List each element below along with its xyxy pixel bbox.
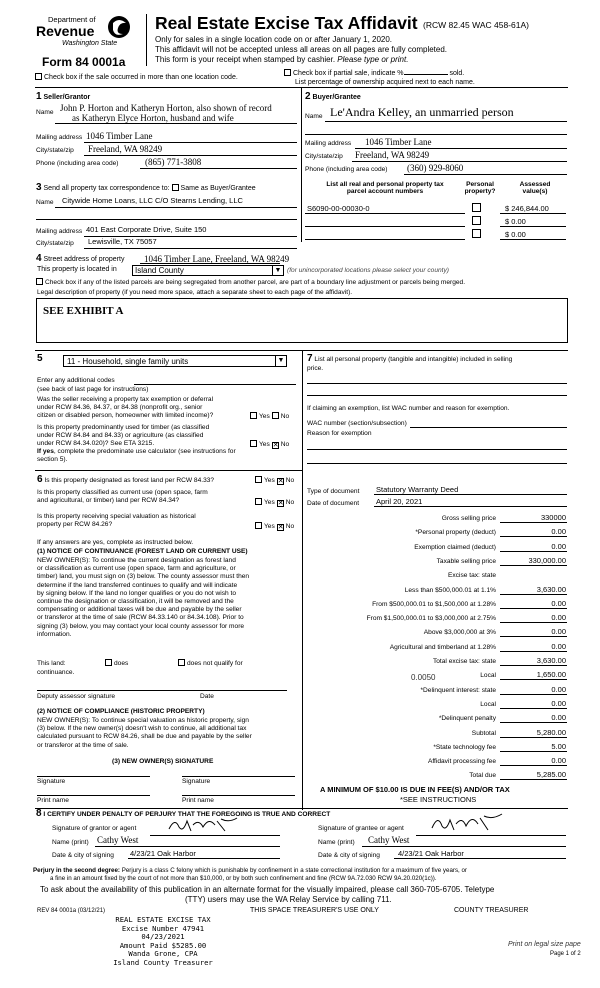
segregated-check[interactable]: Check box if any of the listed parcels are being segregated from another parcel, are part of a boundary line adjustment or parcels being merged. xyxy=(36,278,465,286)
s6-q1-no-checkbox[interactable] xyxy=(277,478,284,485)
sale-row-underline xyxy=(500,694,567,695)
grantee-name[interactable]: Cathy West xyxy=(368,835,410,845)
partial-note: List percentage of ownership acquired next to each name. xyxy=(295,79,475,86)
s6-q3: Is this property receiving special valuation as historical property per RCW 84.26? xyxy=(37,513,196,528)
sale-row-label: From $1,500,000.01 to $3,000,000 at 2.75% xyxy=(366,615,496,623)
sale-row-underline xyxy=(500,722,567,723)
sale-row-value[interactable]: 1,650.00 xyxy=(536,670,566,680)
county-note: (for unincorporated locations please select your county) xyxy=(287,267,450,274)
sale-row-underline xyxy=(500,779,567,780)
q2-yes-checkbox[interactable] xyxy=(250,440,257,447)
buyer-heading: 2 Buyer/Grantee xyxy=(305,91,361,102)
grantee-date[interactable]: 4/23/21 Oak Harbor xyxy=(398,849,464,858)
sale-row-underline xyxy=(500,679,567,680)
grantor-name[interactable]: Cathy West xyxy=(97,835,139,845)
grantor-name-label: Name (print) xyxy=(52,839,89,846)
sale-row-value[interactable]: 330,000.00 xyxy=(528,555,566,565)
s6-q3-answer[interactable]: Yes✕ No xyxy=(255,522,294,531)
agency-logo xyxy=(34,14,146,54)
header-sub-2: This affidavit will not be accepted unless all areas on all pages are fully completed. xyxy=(155,45,448,54)
additional-codes-note: (see back of last page for instructions) xyxy=(37,386,149,393)
alt-format-1: To ask about the availability of this publication in an alternate format for the visually impaired, please call 360-705-6705. Teletype xyxy=(40,885,495,894)
s6-q3-yes-checkbox[interactable] xyxy=(255,522,262,529)
sale-row-value[interactable]: 0.00 xyxy=(551,684,566,694)
sale-row-label: *Personal property (deduct) xyxy=(415,529,496,537)
form-number: Form 84 0001a xyxy=(42,55,126,69)
seller-mail-label: Mailing address xyxy=(36,134,83,141)
section-7-text: 7 List all personal property (tangible and intangible) included in selling price. xyxy=(307,353,513,372)
use-code-value: 11 - Household, single family units xyxy=(67,357,189,366)
additional-codes-label: Enter any additional codes xyxy=(37,377,115,384)
seller-name-1[interactable]: John P. Horton and Katheryn Horton, also shown of record xyxy=(60,103,272,113)
buyer-city[interactable]: Freeland, WA 98249 xyxy=(355,150,430,160)
header-divider xyxy=(146,14,147,66)
use-code-select[interactable] xyxy=(63,355,287,367)
dept-line-2: Revenue xyxy=(36,23,95,39)
does-check[interactable]: does xyxy=(105,659,128,667)
page-number: Page 1 of 2 xyxy=(550,951,581,957)
seller-mail[interactable]: 1046 Timber Lane xyxy=(86,131,153,141)
sale-row-label: *Delinquent penalty xyxy=(438,715,496,723)
s6-q3-no-checkbox[interactable] xyxy=(277,524,284,531)
sale-row-value[interactable]: 5.00 xyxy=(551,741,566,751)
sale-row-label: Local xyxy=(480,672,496,680)
partial-sale-check[interactable]: Check box if partial sale, indicate % sold. xyxy=(284,69,464,77)
washington-logo-icon xyxy=(106,14,132,40)
seller-name-label: Name xyxy=(36,109,54,116)
exemption-label: If claiming an exemption, list WAC number and reason for exemption. xyxy=(307,405,510,412)
form-title: Real Estate Excise Tax Affidavit xyxy=(155,13,418,33)
sale-row-label: Affidavit processing fee xyxy=(427,758,496,766)
notice-3-heading: (3) NEW OWNER(S) SIGNATURE xyxy=(112,758,214,765)
legal-desc-label: Legal description of property (if you need more space, attach a separate sheet to each page of the affidavit). xyxy=(37,289,353,296)
sale-row-underline xyxy=(500,708,567,709)
sale-row-value[interactable]: 0.00 xyxy=(551,756,566,766)
sale-row-value[interactable]: 0.00 xyxy=(551,641,566,651)
s6-q1-yes-checkbox[interactable] xyxy=(255,476,262,483)
buyer-phone[interactable]: (360) 929-8060 xyxy=(407,163,464,173)
sale-row-label: Agricultural and timberland at 1.28% xyxy=(389,643,496,651)
s6-q2-answer[interactable]: Yes✕ No xyxy=(255,498,294,507)
sale-row-label: Local xyxy=(480,700,496,708)
sale-row-value[interactable]: 0.00 xyxy=(551,613,566,623)
grantor-date-label: Date & city of signing xyxy=(52,852,114,859)
deputy-signature-label: Deputy assessor signature xyxy=(37,693,116,700)
segregated-checkbox[interactable] xyxy=(36,278,43,285)
does-not-check[interactable]: does not qualify for xyxy=(178,659,243,667)
sale-row-underline xyxy=(500,551,567,552)
personal-property-checkbox-2[interactable] xyxy=(472,216,481,225)
sale-row-label: *Delinquent interest: state xyxy=(420,686,496,694)
legal-desc-box[interactable] xyxy=(36,298,568,343)
q1-text: Was the seller receiving a property tax exemption or deferral under RCW 84.36, 84.37, or 84.38 (nonprofit org., senior citizen or disabled person, homeowner with limited income)? xyxy=(37,396,214,419)
s6-q2-yes-checkbox[interactable] xyxy=(255,498,262,505)
corr-mail-label: Mailing address xyxy=(36,228,83,235)
sale-row-value[interactable]: 0.00 xyxy=(551,527,566,537)
this-land-label: This land: xyxy=(37,660,66,667)
dept-line-1: Department of xyxy=(48,15,96,24)
corr-city-label: City/state/zip xyxy=(36,240,74,247)
certify-heading: 8 I CERTIFY UNDER PENALTY OF PERJURY THAT THE FOREGOING IS TRUE AND CORRECT xyxy=(36,808,331,819)
personal-property-checkbox-1[interactable] xyxy=(472,203,481,212)
sale-row-value[interactable]: 0.00 xyxy=(551,713,566,723)
sale-row-label: From $500,000.01 to $1,500,000 at 1.28% xyxy=(372,600,496,608)
buyer-city-label: City/state/zip xyxy=(305,153,343,160)
sale-row-label: Exemption claimed (deduct) xyxy=(414,543,496,551)
doc-date-label: Date of document xyxy=(307,500,360,507)
multi-location-checkbox[interactable] xyxy=(35,73,42,80)
sale-row-underline xyxy=(500,522,567,523)
county-treasurer: COUNTY TREASURER xyxy=(454,907,529,914)
assessed-value-3[interactable]: $ 0.00 xyxy=(505,230,526,239)
does-checkbox[interactable] xyxy=(105,659,112,666)
s6-q1-answer[interactable]: Yes✕ No xyxy=(255,476,294,485)
chevron-down-icon[interactable]: ▼ xyxy=(275,356,286,367)
q2-no-checkbox[interactable] xyxy=(272,442,279,449)
corr-city[interactable]: Lewisville, TX 75057 xyxy=(88,237,157,246)
s6-q2: Is this property classified as current use (open space, farm and agricultural, or timber) land per RCW 84.34? xyxy=(37,489,208,504)
revision: REV 84 0001a (03/12/21) xyxy=(37,908,106,914)
continuance-label: continuance. xyxy=(37,669,75,676)
perjury-notice-2: a fine in an amount fixed by the court of not more than $10,000, or by both such confinement and fine (RCW 9A.72.030 RCW 9A.20.020(1c)). xyxy=(50,875,437,882)
parcel-head-personal: Personal property? xyxy=(464,181,496,195)
sale-row-underline xyxy=(500,608,567,609)
sale-row-underline xyxy=(500,665,567,666)
treasurer-stamp: REAL ESTATE EXCISE TAX Excise Number 47941 04/23/2021 Amount Paid $5285.00 Wanda Grone, CPA Island County Treasurer xyxy=(113,915,213,967)
street-address-row: 4 Street address of property xyxy=(36,253,125,264)
s6-ifany: If any answers are yes, complete as instructed below. xyxy=(37,539,194,546)
see-instructions: *SEE INSTRUCTIONS xyxy=(400,795,477,804)
sale-row-underline xyxy=(500,737,567,738)
seller-heading: 1 Seller/Grantor xyxy=(36,91,91,102)
doc-type[interactable]: Statutory Warranty Deed xyxy=(376,485,459,494)
notice-2-heading: (2) NOTICE OF COMPLIANCE (HISTORIC PROPERTY) xyxy=(37,708,205,715)
q2-answer[interactable]: Yes✕ No xyxy=(250,440,289,449)
seller-city[interactable]: Freeland, WA 98249 xyxy=(88,144,163,154)
sale-row-underline xyxy=(500,565,567,566)
deputy-date-label: Date xyxy=(200,693,214,700)
county-select[interactable] xyxy=(132,265,284,276)
parcel-head-list: List all real and personal property tax parcel account numbers xyxy=(326,181,444,195)
sale-row-value[interactable]: 0.00 xyxy=(551,598,566,608)
personal-property-checkbox-3[interactable] xyxy=(472,229,481,238)
sale-row-value[interactable]: 5,280.00 xyxy=(536,727,566,737)
buyer-mail-label: Mailing address xyxy=(305,140,352,147)
buyer-name-label: Name xyxy=(305,113,323,120)
q1-yes-checkbox[interactable] xyxy=(250,412,257,419)
s6-q2-no-checkbox[interactable] xyxy=(277,500,284,507)
treasurer-use: THIS SPACE TREASURER'S USE ONLY xyxy=(250,907,379,914)
seller-name-2[interactable]: as Katheryn Elyce Horton, husband and wife xyxy=(72,113,234,123)
buyer-name[interactable]: Le'Andra Kelley, an unmarried person xyxy=(330,105,514,119)
sale-row-value[interactable]: 3,630.00 xyxy=(536,584,566,594)
seller-phone[interactable]: (865) 771-3808 xyxy=(145,157,202,167)
sale-row-value[interactable]: 0.00 xyxy=(551,698,566,708)
header-sub-3: This form is your receipt when stamped by cashier. Please type or print. xyxy=(155,55,409,64)
sale-row-underline xyxy=(500,651,567,652)
seller-city-label: City/state/zip xyxy=(36,147,74,154)
doc-date[interactable]: April 20, 2021 xyxy=(376,497,423,506)
corr-name-label: Name xyxy=(36,199,54,206)
does-not-checkbox[interactable] xyxy=(178,659,185,666)
sale-row-label: Excise tax: state xyxy=(447,572,496,580)
local-rate[interactable]: 0.0050 xyxy=(411,673,436,682)
corr-mail[interactable]: 401 East Corporate Drive, Suite 150 xyxy=(86,225,207,234)
sale-row-underline xyxy=(500,622,567,623)
grantee-signature-mark[interactable] xyxy=(428,812,508,834)
corr-name[interactable]: Citywide Home Loans, LLC C/O Stearns Lending, LLC xyxy=(62,196,243,205)
county-select-value: Island County xyxy=(135,266,184,275)
wac-label: WAC number (section/subsection) xyxy=(307,420,407,427)
parcel-number-1[interactable]: S6090-00-00030-0 xyxy=(307,204,370,213)
perjury-notice-1: Perjury in the second degree: Perjury is a class C felony which is punishable by confinement in a state correctional institution for a maximum of five years, or xyxy=(33,867,467,874)
grantor-date[interactable]: 4/23/21 Oak Harbor xyxy=(130,849,196,858)
assessed-value-2[interactable]: $ 0.00 xyxy=(505,217,526,226)
correspondence-heading: 3 Send all property tax correspondence to: Same as Buyer/Grantee xyxy=(36,182,256,193)
owner-printname-label-2: Print name xyxy=(182,797,214,804)
doc-type-label: Type of document xyxy=(307,488,360,495)
same-as-buyer-checkbox[interactable] xyxy=(172,184,179,191)
s6-q1: 6 Is this property designated as forest land per RCW 84.33? xyxy=(37,474,215,485)
sale-row-value[interactable]: 0.00 xyxy=(551,541,566,551)
grantee-date-label: Date & city of signing xyxy=(318,852,380,859)
sale-row-value[interactable]: 0.00 xyxy=(551,627,566,637)
located-label: This property is located in xyxy=(37,266,117,273)
sale-row-label: Subtotal xyxy=(471,729,496,737)
chevron-down-icon[interactable]: ▼ xyxy=(272,266,283,276)
sale-row-label: Total excise tax: state xyxy=(432,658,496,665)
sale-row-value[interactable]: 330000 xyxy=(540,513,566,522)
legal-desc-text: SEE EXHIBIT A xyxy=(43,305,124,317)
assessed-value-1[interactable]: $ 246,844.00 xyxy=(505,204,549,213)
q2-text: Is this property predominantly used for timber (as classified under RCW 84.84 and 84.33) or agriculture (as classified under RCW 84.34.020)? See ETA 3215. If yes, complete the predominate use calculator (see instructions for section 5). xyxy=(37,424,236,463)
street-address[interactable]: 1046 Timber Lane, Freeland, WA 98249 xyxy=(144,254,290,264)
sale-row-underline xyxy=(500,751,567,752)
partial-sale-checkbox[interactable] xyxy=(284,69,291,76)
dept-line-3: Washington State xyxy=(62,40,118,47)
sale-row-label: Taxable selling price xyxy=(436,557,496,565)
notice-1-heading: (1) NOTICE OF CONTINUANCE (FOREST LAND OR CURRENT USE) xyxy=(37,548,248,555)
q1-no-checkbox[interactable] xyxy=(272,412,279,419)
seller-phone-label: Phone (including area code) xyxy=(36,160,119,167)
sale-row-value[interactable]: 3,630.00 xyxy=(536,656,566,665)
q1-answer[interactable]: Yes No xyxy=(250,412,289,420)
header-sub-1: Only for sales in a single location code on or after January 1, 2020. xyxy=(155,35,393,44)
sale-row-underline xyxy=(500,765,567,766)
sale-row-label: Above $3,000,000 at 3% xyxy=(423,629,496,637)
sale-row-label: *State technology fee xyxy=(433,743,496,751)
grantee-sig-label: Signature of grantee or agent xyxy=(318,825,404,832)
sale-row-value[interactable]: 5,285.00 xyxy=(536,770,566,780)
grantor-sig-label: Signature of grantor or agent xyxy=(52,825,137,832)
buyer-phone-label: Phone (including area code) xyxy=(305,166,388,173)
owner-signature-label-1: Signature xyxy=(37,778,66,785)
sale-row-label: Less than $500,000.01 at 1.1% xyxy=(404,586,496,594)
notice-2-body: NEW OWNER(S): To continue special valuation as historic property, sign (3) below. If the new owner(s) doesn't wish to continue, all additional tax calculated pursuant to RCW 84.26, shall be due and payable by the seller or transferor at the time of sale. xyxy=(37,717,252,749)
minimum-notice: A MINIMUM OF $10.00 IS DUE IN FEE(S) AND/OR TAX xyxy=(320,785,510,794)
grantee-name-label: Name (print) xyxy=(318,839,355,846)
notice-1-body: NEW OWNER(S): To continue the current designation as forest land or classification as current use (open space, farm and agriculture, or timber) land, you must sign on (3) below. The county assessor must then determine if the land transferred continues to qualify and will indicate by signing below. If the land no longer qualifies or you do not wish to continue the designation or classification, it will be removed and the compensating or additional taxes will be due and payable by the seller or transferor at the time of sale (RCW 84.33.140 or 84.34.108). Prior to signing (3) below, you may contact your local county assessor for more information. xyxy=(37,557,250,638)
grantor-signature-mark[interactable] xyxy=(165,815,245,835)
multi-location-check[interactable]: Check box if the sale occurred in more than one location code. xyxy=(35,73,238,81)
legal-size-note: Print on legal size pape xyxy=(508,941,581,948)
owner-signature-label-2: Signature xyxy=(182,778,211,785)
sale-row-underline xyxy=(500,536,567,537)
alt-format-2: (TTY) users may use the WA Relay Service by calling 711. xyxy=(185,895,392,904)
section-5-num: 5 xyxy=(37,353,43,364)
sale-row-underline xyxy=(500,594,567,595)
form-citation: (RCW 82.45 WAC 458-61A) xyxy=(423,20,529,30)
sale-row-underline xyxy=(500,636,567,637)
reason-label: Reason for exemption xyxy=(307,430,372,437)
owner-printname-label-1: Print name xyxy=(37,797,69,804)
sale-row-label: Gross selling price xyxy=(441,515,496,522)
buyer-mail[interactable]: 1046 Timber Lane xyxy=(365,137,432,147)
sale-row-label: Total due xyxy=(469,772,496,780)
parcel-head-assessed: Assessed value(s) xyxy=(519,181,551,195)
